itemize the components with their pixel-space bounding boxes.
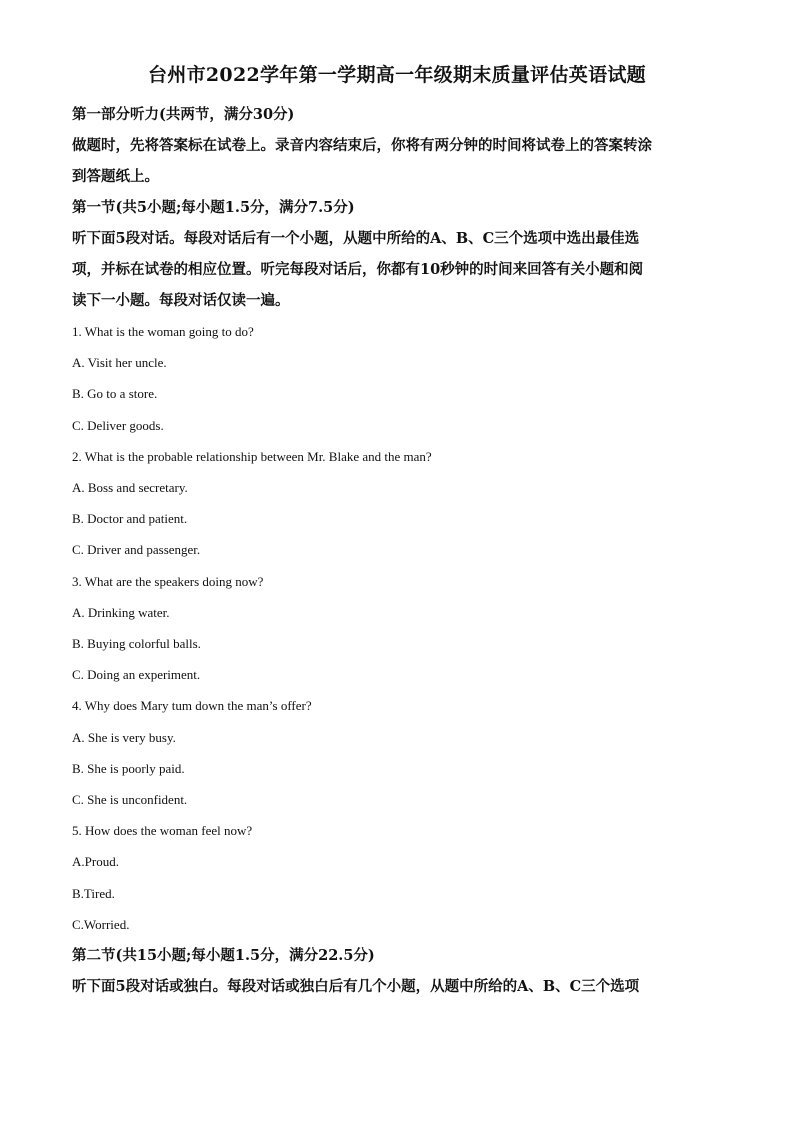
question-1 (72, 316, 722, 441)
option-c: C. She is unconfident. (72, 792, 188, 808)
instruction-line: 做题时，先将答案标在试卷上。录音内容结束后，你将有两分钟的时间将试卷上的答案转涂 (72, 137, 652, 154)
section1-instruction-line: 听下面5段对话。每段对话后有一个小题，从题中所给的A、B、C三个选项中选出最佳选 (72, 230, 640, 247)
question-stem: 2. What is the probable relationship between Mr. Blake and the man? (72, 448, 432, 464)
option-a: A.Proud. (72, 854, 119, 870)
option-a: A. Boss and secretary. (72, 480, 188, 496)
question-3 (72, 566, 722, 691)
section1-instruction-line: 读下一小题。每段对话仅读一遍。 (72, 292, 290, 309)
question-stem: 4. Why does Mary tum down the man’s offer? (72, 698, 312, 714)
option-a: A. She is very busy. (72, 729, 176, 745)
option-a: A. Visit her uncle. (72, 355, 167, 371)
option-b: B. Buying colorful balls. (72, 636, 201, 652)
part1-heading: 第一部分听力(共两节，满分30分) (72, 106, 295, 123)
page-title: 台州市2022学年第一学期高一年级期末质量评估英语试题 (148, 64, 646, 86)
option-b: B.Tired. (72, 885, 115, 901)
option-c: C.Worried. (72, 916, 130, 932)
option-c: C. Deliver goods. (72, 417, 164, 433)
section1-heading: 第一节(共5小题;每小题1.5分，满分7.5分) (72, 199, 355, 216)
question-4 (72, 690, 722, 815)
section1-instruction (72, 223, 722, 316)
option-c: C. Doing an experiment. (72, 667, 201, 683)
option-a: A. Drinking water. (72, 604, 170, 620)
exam-page (72, 62, 722, 1002)
question-stem: 1. What is the woman going to do? (72, 324, 254, 339)
option-c: C. Driver and passenger. (72, 542, 201, 558)
question-stem: 3. What are the speakers doing now? (72, 573, 264, 589)
section2-instruction: 听下面5段对话或独白。每段对话或独白后有几个小题，从题中所给的A、B、C三个选项 (72, 978, 640, 996)
section1-instruction-line: 项，并标在试卷的相应位置。听完每段对话后，你都有10秒钟的时间来回答有关小题和阅 (72, 261, 644, 278)
question-list (72, 316, 722, 940)
instruction-paragraph (72, 130, 722, 192)
option-b: B. She is poorly paid. (72, 760, 185, 776)
option-b: B. Doctor and patient. (72, 511, 188, 527)
instruction-line: 到答题纸上。 (72, 168, 159, 185)
section2-heading: 第二节(共15小题;每小题1.5分，满分22.5分) (72, 947, 375, 965)
question-2 (72, 441, 722, 566)
option-b: B. Go to a store. (72, 386, 158, 402)
question-5 (72, 815, 722, 940)
question-stem: 5. How does the woman feel now? (72, 823, 253, 839)
